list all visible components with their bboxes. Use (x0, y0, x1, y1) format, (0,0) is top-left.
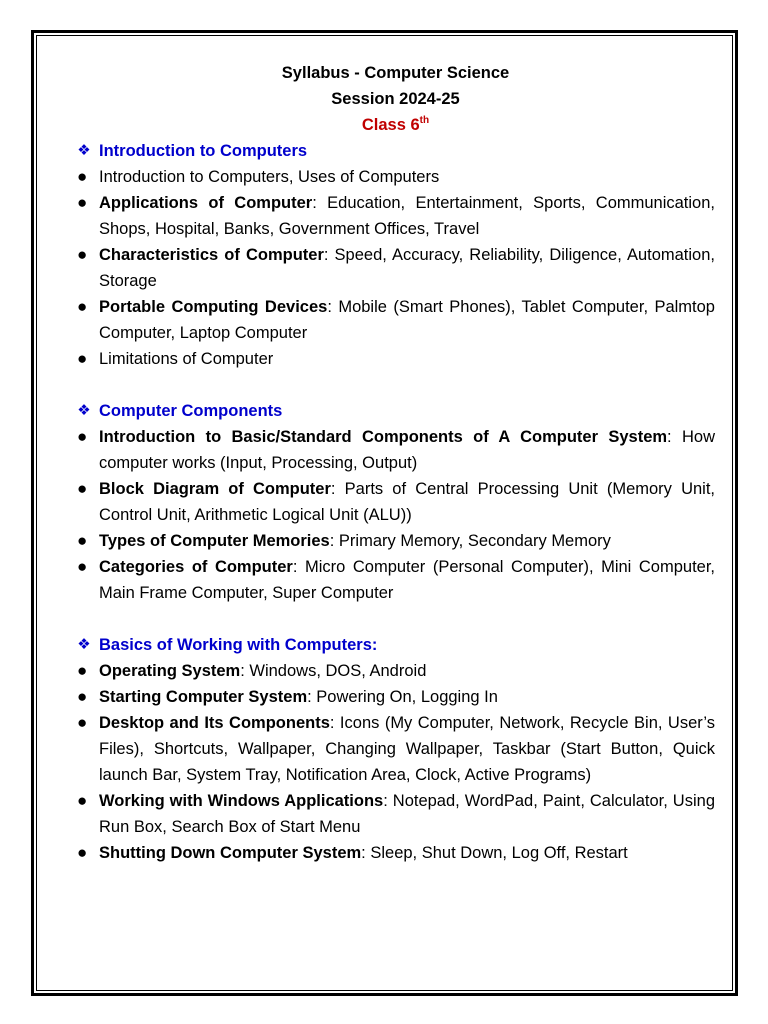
document-title: Syllabus - Computer Science (281, 64, 510, 82)
list-item-text: : Icons (My Computer, Network, Recycle Bin, User’s Files), Shortcuts, Wallpaper, Changing Wallpaper, Taskbar (Start Button, Quick launch Bar, System Tray, Notification Area, Clock, Active Programs) (99, 714, 715, 784)
list-item (76, 294, 715, 346)
list-item-text: : Notepad, WordPad, Paint, Calculator, Using Run Box, Search Box of Start Menu (99, 792, 715, 836)
list-item-text: : Windows, DOS, Android (240, 662, 427, 680)
section-gap (76, 606, 715, 632)
list-item-text: : Micro Computer (Personal Computer), Mini Computer, Main Frame Computer, Super Computer (99, 558, 715, 602)
bullet-icon: ● (77, 713, 88, 732)
section-heading-text: Basics of Working with Computers: (99, 636, 378, 654)
list-item (76, 788, 715, 840)
section-heading (76, 632, 715, 658)
section-heading-text: Computer Components (99, 402, 283, 420)
list-item-text: : Powering On, Logging In (307, 688, 498, 706)
bullet-icon: ● (77, 245, 88, 264)
diamond-bullet-icon: ❖ (77, 636, 91, 653)
list-item (76, 684, 715, 710)
list-item-term: Operating System (99, 662, 241, 680)
session-label: Session 2024-25 (331, 90, 460, 108)
bullet-icon: ● (77, 297, 88, 316)
list-item-text: : Sleep, Shut Down, Log Off, Restart (361, 844, 628, 862)
list-item-term: Portable Computing Devices (99, 298, 328, 316)
list-item-term: Types of Computer Memories (99, 532, 330, 550)
list-item-term: Characteristics of Computer (99, 246, 324, 264)
list-item-text: : Education, Entertainment, Sports, Communication, Shops, Hospital, Banks, Government Offices, Travel (99, 194, 715, 238)
bullet-icon: ● (77, 193, 88, 212)
list-item-text: : How computer works (Input, Processing, Output) (99, 428, 715, 472)
list-item (76, 424, 715, 476)
bullet-icon: ● (77, 843, 88, 862)
list-item-term: Working with Windows Applications (99, 792, 384, 810)
list-item-text: Limitations of Computer (99, 350, 274, 368)
list-item (76, 190, 715, 242)
list-item-text: Introduction to Computers, Uses of Computers (99, 168, 440, 186)
list-item (76, 528, 715, 554)
list-item-text: : Primary Memory, Secondary Memory (329, 532, 611, 550)
list-item (76, 710, 715, 788)
bullet-icon: ● (77, 531, 88, 550)
list-item-text: : Speed, Accuracy, Reliability, Diligence, Automation, Storage (99, 246, 715, 290)
diamond-bullet-icon: ❖ (77, 142, 91, 159)
list-item (76, 164, 715, 190)
list-item (76, 658, 715, 684)
list-item-text: : Mobile (Smart Phones), Tablet Computer, Palmtop Computer, Laptop Computer (99, 298, 715, 342)
class-label (76, 112, 715, 138)
bullet-icon: ● (77, 427, 88, 446)
section-heading (76, 398, 715, 424)
list-item (76, 242, 715, 294)
bullet-icon: ● (77, 479, 88, 498)
bullet-icon: ● (77, 557, 88, 576)
list-item-term: Categories of Computer (99, 558, 293, 576)
bullet-icon: ● (77, 349, 88, 368)
list-item (76, 346, 715, 372)
list-item (76, 554, 715, 606)
list-item-term: Introduction to Basic/Standard Components of A Computer System (99, 428, 668, 446)
sections-container (76, 138, 715, 866)
list-item-term: Block Diagram of Computer (99, 480, 331, 498)
bullet-icon: ● (77, 167, 88, 186)
list-item-term: Applications of Computer (99, 194, 313, 212)
list-item (76, 476, 715, 528)
class-label-suffix: th (419, 115, 430, 126)
list-item-term: Shutting Down Computer System (99, 844, 362, 862)
syllabus-content (76, 60, 715, 866)
diamond-bullet-icon: ❖ (77, 402, 91, 419)
bullet-icon: ● (77, 791, 88, 810)
list-item-term: Starting Computer System (99, 688, 308, 706)
class-label-text: Class 6 (361, 116, 420, 134)
bullet-icon: ● (77, 661, 88, 680)
list-item (76, 840, 715, 866)
section-heading-text: Introduction to Computers (99, 142, 308, 160)
list-item-text: : Parts of Central Processing Unit (Memory Unit, Control Unit, Arithmetic Logical Unit (ALU)) (99, 480, 715, 524)
bullet-icon: ● (77, 687, 88, 706)
section-heading (76, 138, 715, 164)
list-item-term: Desktop and Its Components (99, 714, 330, 732)
section-gap (76, 372, 715, 398)
